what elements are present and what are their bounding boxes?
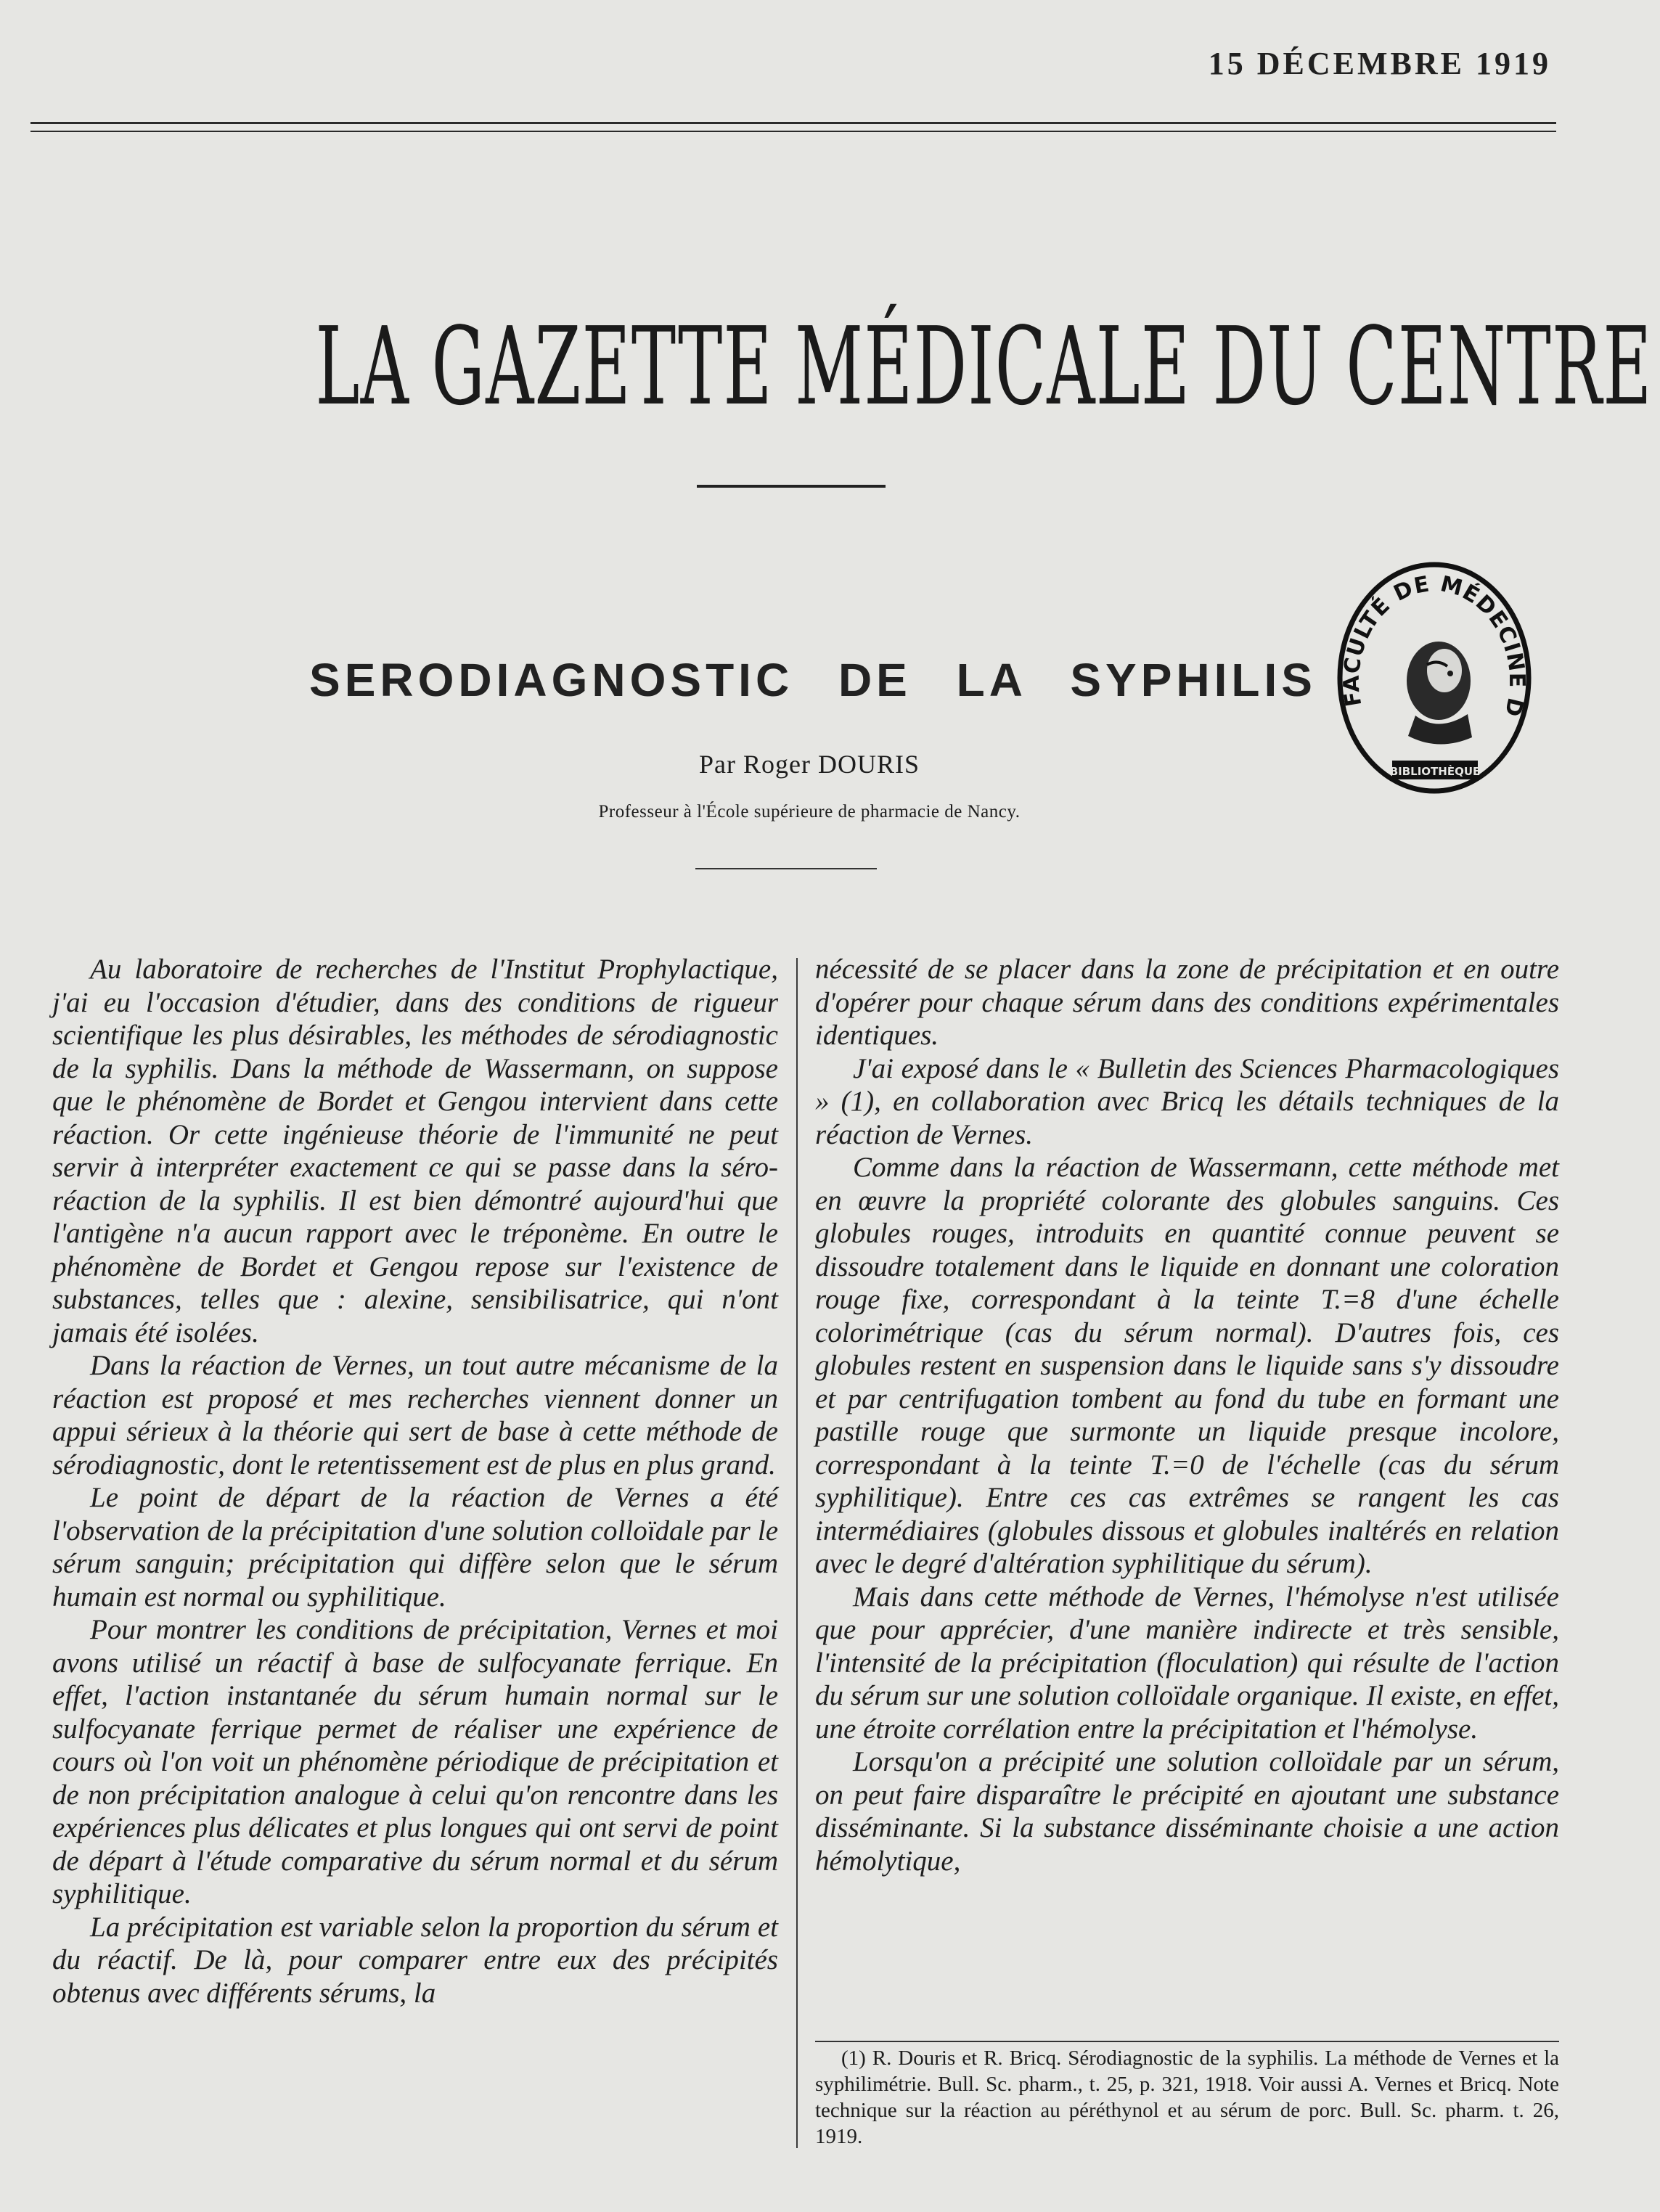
masthead-rule [697,485,886,488]
article-column-right [815,953,1559,1877]
paragraph: Comme dans la réaction de Wassermann, cette méthode met en œuvre la propriété colorante des globules sanguins. Ces globules rouges, introduits en quantité connue peuvent se dissoudre totalement dans le liquide en donnant une coloration rouge fixe, correspondant à la teinte T.=8 d'une échelle colorimétrique (cas du sérum normal). D'autres fois, ces globules restent en suspension dans le liquide sans s'y dissoudre et par centrifugation tombent au fond du tube en formant une pastille rouge que surmonte un liquide presque incolore, correspondant à la teinte T.=0 de l'échelle (cas du sérum syphilitique). Entre ces cas extrêmes se rangent les cas intermédiaires (globules dissous et globules inaltérés en relation avec le degré d'altération syphilitique du sérum). [815,1152,1559,1579]
svg-text:FACULTÉ DE MÉDECINE DE PARIS: FACULTÉ DE MÉDECINE D [1338,571,1530,720]
footnote-rule [815,2041,1559,2042]
header-rule-top [30,122,1556,124]
portrait-icon [1407,642,1472,745]
paragraph: Le point de départ de la réaction de Vernes a été l'observation de la précipitation d'une solution colloïdale par le sérum sanguin; précipitation qui diffère selon que le sérum humain est normal ou syphilitique. [52,1482,778,1613]
svg-text:BIBLIOTHÈQUE: BIBLIOTHÈQUE [1389,765,1481,778]
paragraph: nécessité de se placer dans la zone de précipitation et en outre d'opérer pour chaque sérum dans des conditions expérimentales identiques. [815,954,1559,1051]
paragraph: Mais dans cette méthode de Vernes, l'hémolyse n'est utilisée que pour apprécier, d'une manière indirecte et très sensible, l'intensité de la précipitation (floculation) qui résulte de l'action du sérum sur une solution colloïdale organique. Il existe, en effet, une étroite corrélation entre la précipitation et l'hémolyse. [815,1581,1559,1745]
paragraph: Lorsqu'on a précipité une solution colloïdale par un sérum, on peut faire disparaître le précipité en ajoutant une substance disséminante. Si la substance disséminante choisie a une action hémolytique, [815,1746,1559,1877]
footnote [815,2045,1559,2150]
issue-date: 15 DÉCEMBRE 1919 [1208,46,1551,81]
masthead-title: LA GAZETTE MÉDICALE DU CENTRE [315,304,1653,429]
library-stamp-icon [1330,543,1539,804]
paragraph: Pour montrer les conditions de précipitation, Vernes et moi avons utilisé un réactif à base de sulfocyanate ferrique. En effet, l'action instantanée du sérum humain normal sur le sulfocyanate ferrique permet de réaliser une expérience de cours où l'on voit un phénomène périodique de précipitation et de non précipitation analogue à celui qu'on rencontre dans les expériences plus délicates et plus longues qui ont servi de point de départ à l'étude comparative du sérum normal et du sérum syphilitique. [52,1614,778,1909]
title-rule [695,868,877,869]
article-column-left [52,953,778,2010]
author-affiliation: Professeur à l'École supérieure de pharmacie de Nancy. [598,802,1021,822]
paragraph: Dans la réaction de Vernes, un tout autre mécanisme de la réaction est proposé et mes recherches viennent donner un appui sérieux à la théorie qui sert de base à cette méthode de sérodiagnostic, dont le retentissement est de plus en plus grand. [52,1350,778,1480]
column-divider [796,958,798,2148]
paragraph: J'ai exposé dans le « Bulletin des Sciences Pharmacologiques » (1), en collaboration avec Bricq les détails techniques de la réaction de Vernes. [815,1052,1559,1150]
article-byline: Par Roger DOURIS [699,750,920,779]
paragraph: Au laboratoire de recherches de l'Institut Prophylactique, j'ai eu l'occasion d'étudier, dans des conditions de rigueur scientifique les plus désirables, les méthodes de sérodiagnostic de la syphilis. Dans la méthode de Wassermann, on suppose que le phénomène de Bordet et Gengou intervient dans cette réaction. Or cette ingénieuse théorie de l'immunité ne peut servir à interpréter exactement ce qui se passe dans la séro-réaction de la syphilis. Il est bien démontré aujourd'hui que l'antigène n'a aucun rapport avec le tréponème. En outre le phénomène de Bordet et Gengou repose sur l'existence de substances, telles que : alexine, sensibilisatrice, qui n'ont jamais été isolées. [52,954,778,1348]
paragraph: La précipitation est variable selon la proportion du sérum et du réactif. De là, pour comparer entre eux des précipités obtenus avec différents sérums, la [52,1911,778,2009]
article-title: SERODIAGNOSTIC DE LA SYPHILIS [309,654,1317,706]
footnote-text: (1) R. Douris et R. Bricq. Sérodiagnostic de la syphilis. La méthode de Vernes et la syphilimétrie. Bull. Sc. pharm., t. 25, p. 321, 1918. Voir aussi A. Vernes et Bricq. Note technique sur la réaction au péréthynol et au sérum de porc. Bull. Sc. pharm. t. 26, 1919. [815,2047,1559,2148]
header-rule-bottom [30,131,1556,132]
